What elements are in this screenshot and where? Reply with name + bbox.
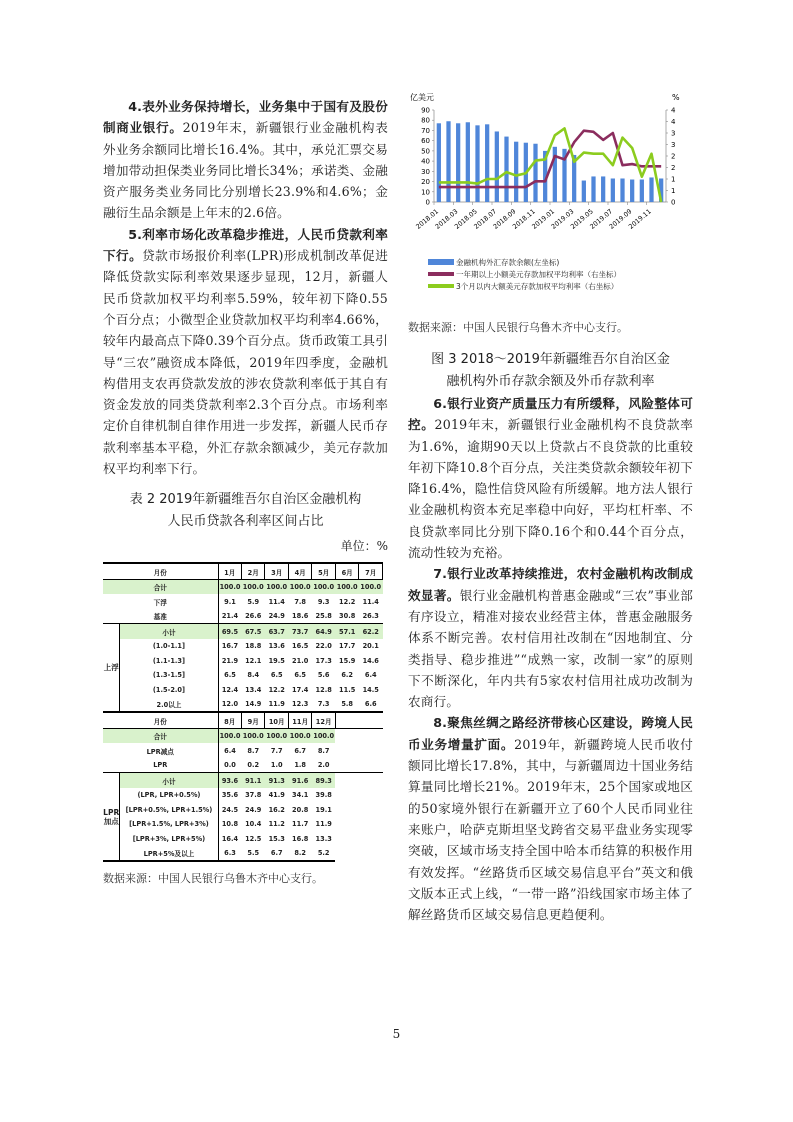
cell-value: 93.6 xyxy=(218,773,241,788)
row-label: (1.1-1.3] xyxy=(120,653,218,668)
left-column xyxy=(103,96,388,886)
table-row xyxy=(103,743,383,758)
cell-value: 14.9 xyxy=(241,697,264,713)
cell-value: 41.9 xyxy=(268,791,285,800)
cell-value: 12.5 xyxy=(245,834,262,843)
figure-caption: 图 3 2018～2019年新疆维吾尔自治区金 xyxy=(431,352,670,367)
cell-value: 6.6 xyxy=(359,697,383,713)
table-row xyxy=(103,639,383,654)
right-tick: 3 xyxy=(671,129,676,138)
cell-value xyxy=(359,831,383,846)
bar xyxy=(514,142,518,202)
cell-value: 26.6 xyxy=(241,609,264,624)
x-tick: 2018.07 xyxy=(472,207,499,231)
cell-value xyxy=(359,802,383,817)
cell-value: 30.8 xyxy=(335,609,358,624)
legend-item-purple: 一年期以上小额美元存款加权平均利率（右坐标） xyxy=(428,268,693,280)
line-swatch-icon xyxy=(428,272,454,276)
cell-value: 2.0 xyxy=(312,758,335,773)
cell-value: 9.3 xyxy=(317,597,330,606)
row-label: (1.3-1.5] xyxy=(120,668,218,683)
bar xyxy=(582,181,586,202)
right-axis-unit: % xyxy=(672,93,680,102)
header-month: 4月 xyxy=(288,563,311,579)
table-row xyxy=(103,653,383,668)
table-caption-line2: 人民币贷款各利率区间占比 xyxy=(167,514,324,530)
cell-value: 12.4 xyxy=(221,685,239,694)
table-row xyxy=(103,802,383,817)
bar xyxy=(504,137,508,202)
table-row xyxy=(103,728,383,743)
header-month: 7月 xyxy=(359,563,383,579)
bar xyxy=(649,177,653,202)
cell-value: 7.7 xyxy=(270,746,283,755)
cell-value: 100.0 xyxy=(312,579,335,594)
cell-value xyxy=(335,758,358,773)
cell-value: 6.7 xyxy=(294,746,307,755)
cell-value: 24.9 xyxy=(245,805,262,814)
cell-value: 8.4 xyxy=(247,671,260,680)
x-tick: 2018.03 xyxy=(433,207,460,231)
cell-value: 8.2 xyxy=(288,846,311,862)
cell-value: 5.9 xyxy=(247,597,260,606)
bar xyxy=(466,122,470,202)
x-tick: 2018.09 xyxy=(491,207,518,231)
cell-value xyxy=(335,831,358,846)
cell-value: 16.7 xyxy=(221,642,239,651)
left-tick: 60 xyxy=(421,137,430,146)
table-row xyxy=(103,668,383,683)
cell-value: 17.3 xyxy=(315,656,332,665)
paragraph-heading: 6.银行业资产质量压力有所缓释，风险整体可控。 xyxy=(408,396,693,433)
left-axis-unit: 亿美元 xyxy=(410,93,434,102)
row-label: (1.0-1.1] xyxy=(120,639,218,654)
cell-value: 7.3 xyxy=(312,697,335,713)
left-tick: 0 xyxy=(425,198,430,207)
header-month xyxy=(335,712,358,728)
row-label: (LPR, LPR+0.5%) xyxy=(120,788,218,803)
row-label: 合计 xyxy=(103,728,218,743)
paragraph-heading: 8.聚焦丝绸之路经济带核心区建设，跨境人民币业务增量扩面。 xyxy=(408,715,693,752)
header-month: 5月 xyxy=(312,563,335,579)
right-tick: 0 xyxy=(671,198,676,207)
line-series xyxy=(439,131,661,187)
cell-value: 57.1 xyxy=(335,624,358,639)
cell-value: 21.0 xyxy=(292,656,309,665)
legend-item-green: 3个月以内大额美元存款加权平均利率（右坐标） xyxy=(428,280,693,292)
cell-value: 100.0 xyxy=(335,579,358,594)
paragraph-asset-quality: 6.银行业资产质量压力有所缓释，风险整体可控。2019年末，新疆银行业金融机构不良贷款率为1.6%，逾期90天以上贷款占不良贷款的比重较年初下降10.8个百分点，关注类贷款余额较年初下降16.4%，隐性信贷风险有所缓解。地方法人银行业金融机构资本充足率稳中向好，平均杠杆率、不良贷款率同比分别下降0.16个和0.44个百分点，流动性较为充裕。 xyxy=(408,396,693,561)
cell-value: 100.0 xyxy=(241,579,264,594)
x-tick: 2018.05 xyxy=(453,207,479,231)
cell-value: 16.5 xyxy=(292,642,309,651)
bar xyxy=(620,178,624,202)
row-label: 基准 xyxy=(103,609,218,624)
cell-value: 24.9 xyxy=(265,609,288,624)
right-tick: 4 xyxy=(671,118,676,126)
cell-value: 12.3 xyxy=(288,697,311,713)
cell-value: 18.8 xyxy=(245,642,262,651)
cell-value: 26.3 xyxy=(359,609,383,624)
row-label: 下浮 xyxy=(103,594,218,609)
row-label: LPR+5%及以上 xyxy=(120,846,218,862)
right-tick: 2 xyxy=(671,152,676,161)
cell-value: 100.0 xyxy=(265,728,288,743)
table-source: 数据来源：中国人民银行乌鲁木齐中心支行。 xyxy=(103,872,323,886)
line-swatch-icon xyxy=(428,284,454,288)
cell-value xyxy=(335,773,358,788)
table-row xyxy=(103,609,383,624)
table-row xyxy=(103,594,383,609)
cell-value: 1.0 xyxy=(265,758,288,773)
bar xyxy=(630,180,634,202)
cell-value: 25.8 xyxy=(312,609,335,624)
left-tick: 20 xyxy=(421,178,430,187)
paragraph-heading: 7.银行业改革持续推进，农村金融机构改制成效显著。 xyxy=(408,566,693,603)
cell-value: 6.4 xyxy=(224,746,236,755)
cell-value: 21.9 xyxy=(221,656,239,665)
table-row xyxy=(103,773,383,788)
cell-value: 20.8 xyxy=(292,805,309,814)
cell-value: 91.6 xyxy=(288,773,311,788)
x-tick: 2019.03 xyxy=(549,207,576,231)
cell-value: 19.1 xyxy=(315,805,332,814)
row-label: [LPR+3%, LPR+5%) xyxy=(120,831,218,846)
cell-value: 13.6 xyxy=(268,642,285,651)
cell-value: 18.6 xyxy=(288,609,311,624)
row-label: [LPR+0.5%, LPR+1.5%) xyxy=(120,802,218,817)
cell-value: 35.6 xyxy=(221,791,239,800)
bar xyxy=(601,176,605,202)
bar xyxy=(446,121,450,202)
cell-value: 5.5 xyxy=(241,846,264,862)
paragraph-reform: 7.银行业改革持续推进，农村金融机构改制成效显著。银行业金融机构普惠金融或“三农”事业部有序设立，精准对接农业经营主体，普惠金融服务体系不断完善。农村信用社改制在“因地制宜、分类指导、稳步推进”“成熟一家，改制一家”的原则下不断深化，年内共有5家农村信用社成功改制为农商行。 xyxy=(408,566,693,710)
cell-value: 6.2 xyxy=(341,671,353,680)
header-month-label: 月份 xyxy=(103,563,218,579)
cell-value: 64.9 xyxy=(312,624,335,639)
table-row xyxy=(103,624,383,639)
x-tick: 2019.07 xyxy=(588,207,615,231)
cell-value: 13.3 xyxy=(315,834,332,843)
x-tick: 2018.01 xyxy=(414,207,441,231)
cell-value xyxy=(335,817,358,832)
cell-value xyxy=(359,758,383,773)
left-tick: 10 xyxy=(421,188,430,197)
header-month: 11月 xyxy=(288,712,311,728)
cell-value xyxy=(335,728,358,743)
row-label: LPR xyxy=(103,758,218,773)
header-month: 8月 xyxy=(218,712,241,728)
header-month: 6月 xyxy=(335,563,358,579)
cell-value: 100.0 xyxy=(241,728,264,743)
cell-value: 100.0 xyxy=(265,579,288,594)
cell-value: 11.5 xyxy=(339,685,356,694)
cell-value: 11.2 xyxy=(268,820,285,829)
header-month: 10月 xyxy=(265,712,288,728)
cell-value: 11.4 xyxy=(362,597,379,606)
cell-value: 5.8 xyxy=(335,697,358,713)
cell-value: 22.0 xyxy=(315,642,332,651)
paragraph-interest-rate: 5.利率市场化改革稳步推进，人民币贷款利率下行。贷款市场报价利率(LPR)形成机制改革促进降低贷款实际利率效果逐步显现，12月，新疆人民币贷款加权平均利率5.59%，较年初下降0.55个百分点；小微型企业贷款加权平均利率4.66%，较年内最高点下降0.39个百分点。货币政策工具引导“三农”融资成本降低，2019年四季度，金融机构借用支农再贷款发放的涉农贷款利率低于其自有资金发放的同类贷款利率2.3个百分点。市场利率定价自律机制自律作用进一步发挥，新疆人民币存款利率基本平稳，外汇存款余额减少，美元存款加权平均利率下行。 xyxy=(103,226,388,477)
cell-value: 100.0 xyxy=(312,728,335,743)
bar xyxy=(437,123,441,202)
cell-value: 19.5 xyxy=(268,656,285,665)
bar xyxy=(611,178,615,202)
cell-value: 0.2 xyxy=(241,758,264,773)
fx-deposit-chart xyxy=(408,90,693,305)
right-tick: 3 xyxy=(671,141,676,149)
cell-value: 100.0 xyxy=(288,728,311,743)
cell-value: 34.1 xyxy=(292,791,309,800)
bar xyxy=(475,125,479,202)
cell-value: 91.1 xyxy=(241,773,264,788)
cell-value xyxy=(359,773,383,788)
cell-value: 11.9 xyxy=(315,820,332,829)
right-column xyxy=(408,90,693,925)
x-tick: 2018.11 xyxy=(511,207,537,231)
cell-value: 100.0 xyxy=(218,728,241,743)
cell-value: 6.3 xyxy=(218,846,241,862)
cell-value: 16.4 xyxy=(221,834,239,843)
cell-value: 7.8 xyxy=(294,597,307,606)
left-tick: 70 xyxy=(421,126,430,135)
cell-value: 12.0 xyxy=(218,697,241,713)
cell-value: 17.4 xyxy=(292,685,309,694)
cell-value xyxy=(359,728,383,743)
right-tick: 4 xyxy=(671,106,676,115)
table-row xyxy=(103,817,383,832)
row-label: LPR减点 xyxy=(103,743,218,758)
cell-value: 1.8 xyxy=(288,758,311,773)
cell-value: 8.7 xyxy=(247,746,260,755)
cell-value xyxy=(335,743,358,758)
right-tick: 1 xyxy=(671,175,676,184)
header-month: 9月 xyxy=(241,712,264,728)
cell-value: 91.3 xyxy=(265,773,288,788)
left-tick: 80 xyxy=(421,116,430,125)
cell-value xyxy=(359,788,383,803)
x-tick: 2019.11 xyxy=(627,207,653,231)
cell-value: 15.9 xyxy=(339,656,356,665)
cell-value: 5.6 xyxy=(317,671,330,680)
bar xyxy=(591,176,595,202)
cell-value: 39.8 xyxy=(315,791,332,800)
bar xyxy=(533,144,537,202)
paragraph-heading: 4.表外业务保持增长，业务集中于国有及股份制商业银行。 xyxy=(103,99,388,136)
bar xyxy=(456,123,460,202)
side-group-label: LPR加点 xyxy=(103,773,120,862)
cell-value: 37.8 xyxy=(245,791,262,800)
row-label: [LPR+1.5%, LPR+3%) xyxy=(120,817,218,832)
table-row xyxy=(103,758,383,773)
header-month: 1月 xyxy=(218,563,241,579)
cell-value xyxy=(359,817,383,832)
cell-value xyxy=(359,743,383,758)
header-month: 12月 xyxy=(312,712,335,728)
x-tick: 2019.01 xyxy=(530,207,557,231)
x-tick: 2019.09 xyxy=(607,207,634,231)
table-row xyxy=(103,846,383,862)
left-tick: 30 xyxy=(421,167,430,176)
chart-source: 数据来源：中国人民银行乌鲁木齐中心支行。 xyxy=(408,321,628,334)
cell-value: 16.8 xyxy=(292,834,309,843)
bar xyxy=(640,180,644,202)
cell-value: 6.5 xyxy=(224,671,236,680)
cell-value: 89.3 xyxy=(312,773,335,788)
cell-value: 14.6 xyxy=(362,656,379,665)
cell-value: 14.5 xyxy=(362,685,379,694)
header-month-label: 月份 xyxy=(103,712,218,728)
cell-value: 67.5 xyxy=(241,624,264,639)
row-label: 小计 xyxy=(120,624,218,639)
bar xyxy=(495,131,499,202)
cell-value: 11.7 xyxy=(292,820,309,829)
cell-value: 10.4 xyxy=(245,820,262,829)
cell-value: 62.2 xyxy=(359,624,383,639)
paragraph-cross-border: 8.聚焦丝绸之路经济带核心区建设，跨境人民币业务增量扩面。2019年，新疆跨境人民币收付额同比增长17.8%，其中，与新疆周边十国业务结算量同比增长21%。2019年末，25个国家或地区的50家境外银行在新疆开立了60个人民币同业往来账户，哈萨克斯坦坚戈跨省交易平盘业务实现零突破，区域市场支持全国中哈本币结算的积极作用有效发挥。“丝路货币区域交易信息平台”英文和俄文版本正式上线，“一带一路”沿线国家市场主体了解丝路货币区域交易信息更趋便利。 xyxy=(408,715,693,923)
table-unit: 单位：% xyxy=(340,539,388,554)
cell-value: 12.2 xyxy=(339,597,356,606)
table-caption: 表 2 2019年新疆维吾尔自治区金融机构 xyxy=(129,492,362,508)
legend-item-bar: 金融机构外汇存款余额(左坐标) xyxy=(428,256,693,268)
right-tick: 2 xyxy=(671,164,676,172)
cell-value: 69.5 xyxy=(218,624,241,639)
left-tick: 90 xyxy=(421,106,430,115)
cell-value: 100.0 xyxy=(218,579,241,594)
cell-value: 63.7 xyxy=(265,624,288,639)
cell-value: 17.7 xyxy=(339,642,356,651)
rate-distribution-table xyxy=(103,562,383,862)
table-row xyxy=(103,788,383,803)
chart-canvas xyxy=(408,90,693,250)
x-tick: 2019.05 xyxy=(569,207,595,231)
cell-value: 11.4 xyxy=(268,597,285,606)
left-tick: 40 xyxy=(421,157,430,166)
cell-value xyxy=(335,846,358,862)
cell-value: 100.0 xyxy=(288,579,311,594)
cell-value: 20.1 xyxy=(362,642,379,651)
row-label: 小计 xyxy=(120,773,218,788)
cell-value: 5.2 xyxy=(312,846,335,862)
cell-value: 16.2 xyxy=(268,805,285,814)
row-label: 2.0以上 xyxy=(120,697,218,713)
cell-value xyxy=(359,846,383,862)
cell-value: 9.1 xyxy=(224,597,236,606)
cell-value: 12.2 xyxy=(268,685,285,694)
header-month xyxy=(359,712,383,728)
cell-value: 11.9 xyxy=(265,697,288,713)
cell-value: 12.8 xyxy=(315,685,332,694)
table-row xyxy=(103,697,383,713)
header-month: 3月 xyxy=(265,563,288,579)
row-label: (1.5-2.0] xyxy=(120,682,218,697)
cell-value: 0.0 xyxy=(218,758,241,773)
cell-value: 6.5 xyxy=(270,671,283,680)
cell-value: 12.1 xyxy=(245,656,262,665)
cell-value: 6.7 xyxy=(265,846,288,862)
bar xyxy=(485,124,489,202)
cell-value xyxy=(335,802,358,817)
cell-value: 13.4 xyxy=(245,685,262,694)
chart-legend xyxy=(428,256,693,292)
page-number: 5 xyxy=(392,1027,401,1041)
cell-value: 6.5 xyxy=(294,671,307,680)
cell-value: 73.7 xyxy=(288,624,311,639)
cell-value: 24.5 xyxy=(221,805,239,814)
left-tick: 50 xyxy=(421,147,430,156)
cell-value: 8.7 xyxy=(317,746,330,755)
cell-value: 15.3 xyxy=(268,834,285,843)
header-month: 2月 xyxy=(241,563,264,579)
paragraph-heading: 5.利率市场化改革稳步推进，人民币贷款利率下行。 xyxy=(103,226,388,264)
right-tick: 1 xyxy=(671,187,676,195)
table-row xyxy=(103,579,383,594)
cell-value: 6.4 xyxy=(364,671,377,680)
table-row xyxy=(103,682,383,697)
cell-value xyxy=(335,788,358,803)
cell-value: 21.4 xyxy=(218,609,241,624)
cell-value: 10.8 xyxy=(221,820,239,829)
table-row xyxy=(103,831,383,846)
paragraph-off-balance: 4.表外业务保持增长，业务集中于国有及股份制商业银行。2019年末，新疆银行业金融机构表外业务余额同比增长16.4%。其中，承兑汇票交易增加带动担保类业务同比增长34%；承诺类、金融资产服务类业务同比分别增长23.9%和4.6%；金融衍生品余额是上年末的2.6倍。 xyxy=(103,99,388,221)
cell-value: 100.0 xyxy=(359,579,383,594)
bar-swatch-icon xyxy=(428,259,454,265)
figure-caption-line2: 融机构外币存款余额及外币存款利率 xyxy=(446,374,655,389)
row-label: 合计 xyxy=(103,579,218,594)
side-group-label: 上浮 xyxy=(103,624,120,713)
